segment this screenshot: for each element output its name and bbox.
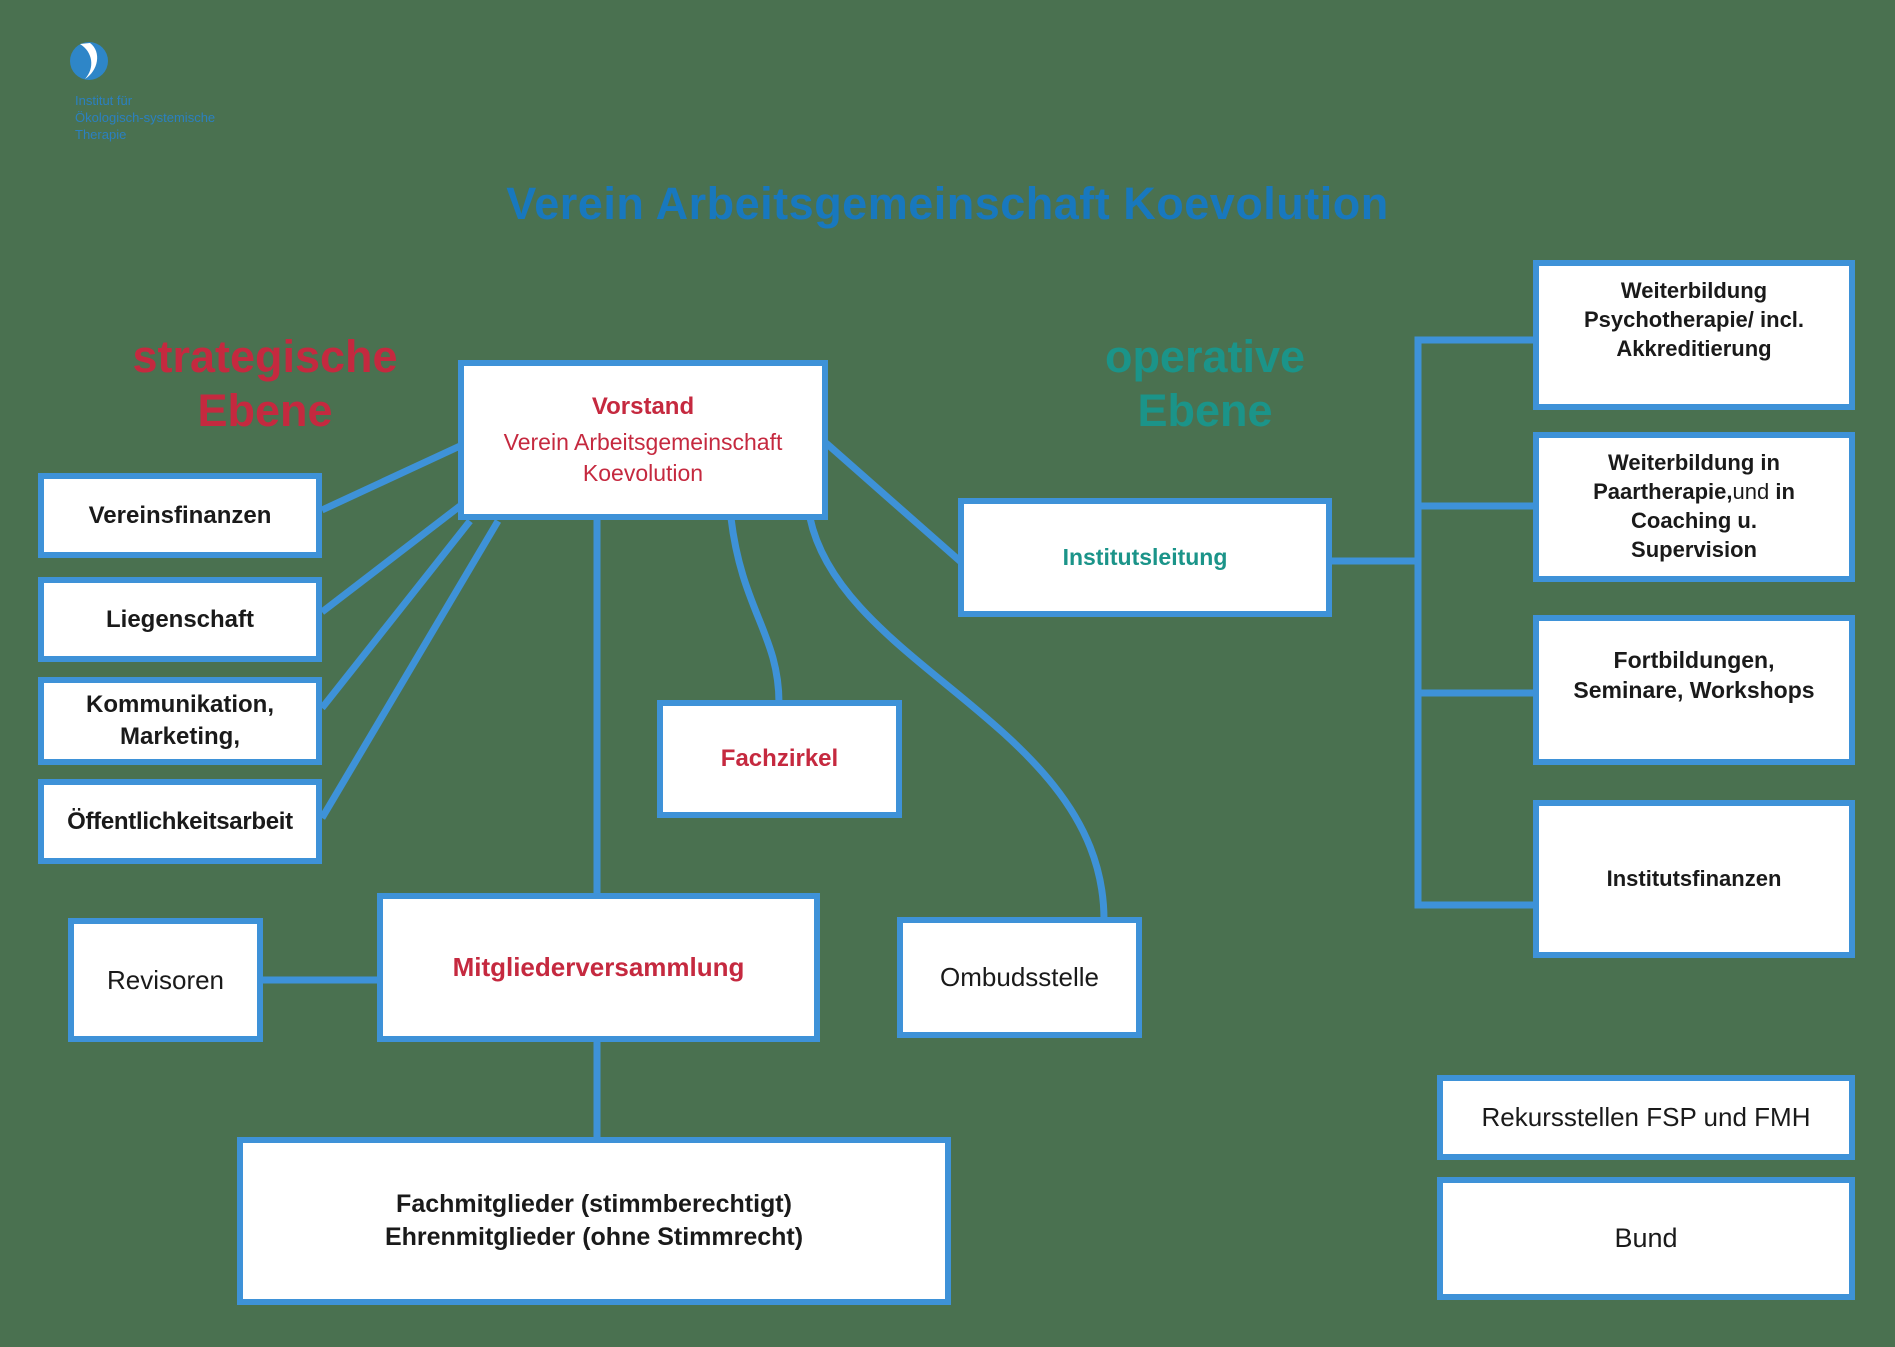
vorstand-subtitle-line1: Verein Arbeitsgemeinschaft (503, 428, 783, 455)
box-weiterbildung-psychotherapie (1533, 260, 1855, 410)
box-kommunikation-marketing (38, 677, 322, 765)
weiterbildung-paartherapie-line3: Coaching u. (1631, 508, 1757, 534)
mitgliederversammlung-label: Mitgliederversammlung (452, 952, 745, 983)
institutsleitung-label: Institutsleitung (1062, 544, 1228, 571)
weiterbildung-paartherapie-line2-bold-b: in (1769, 479, 1795, 505)
weiterbildung-paartherapie-line1: Weiterbildung in (1608, 450, 1780, 475)
section-label-operative-ebene (1025, 330, 1385, 438)
logo-text-line3: Therapie (75, 127, 127, 142)
box-ombudsstelle (897, 917, 1142, 1038)
box-institutsfinanzen (1533, 800, 1855, 958)
vorstand-subtitle-line2: Koevolution (582, 459, 704, 486)
box-vereinsfinanzen (38, 473, 322, 558)
box-weiterbildung-paartherapie (1533, 432, 1855, 582)
liegenschaft-label: Liegenschaft (105, 605, 255, 633)
box-mitgliederversammlung (377, 893, 820, 1042)
weiterbildung-psychotherapie-line1: Weiterbildung (1620, 278, 1768, 303)
connector-trunk-bracket (1418, 340, 1536, 905)
fortbildungen-line1: Fortbildungen, (1613, 647, 1775, 673)
logo-text-line2: Ökologisch-systemische (75, 110, 216, 125)
weiterbildung-psychotherapie-line3: Akkreditierung (1616, 336, 1772, 362)
operative-line2: Ebene (1137, 385, 1273, 436)
connector-kommunikation-vorstand (322, 521, 470, 708)
fachzirkel-label: Fachzirkel (720, 745, 839, 773)
weiterbildung-paartherapie-line2-bold-a: Paartherapie, (1593, 479, 1733, 505)
bund-label: Bund (1614, 1222, 1678, 1253)
box-institutsleitung (958, 498, 1332, 617)
ombudsstelle-label: Ombudsstelle (940, 962, 1099, 993)
page-title: Verein Arbeitsgemeinschaft Koevolution (506, 178, 1389, 229)
connector-vereinsfinanzen-vorstand (322, 446, 460, 510)
logo-text-line1: Institut für (75, 93, 133, 108)
institute-logo-icon (66, 38, 112, 84)
kommunikation-line1: Kommunikation, (85, 691, 274, 719)
section-label-strategische-ebene (85, 330, 445, 438)
box-bund (1437, 1177, 1855, 1300)
box-fachzirkel (657, 700, 902, 818)
institutsfinanzen-label: Institutsfinanzen (1606, 866, 1782, 892)
kommunikation-line2: Marketing, (119, 723, 241, 750)
box-revisoren (68, 918, 263, 1042)
weiterbildung-psychotherapie-line2: Psychotherapie/ incl. (1583, 307, 1805, 333)
weiterbildung-paartherapie-line2 (1593, 477, 1795, 506)
weiterbildung-paartherapie-line2-regular: und (1732, 479, 1770, 505)
box-fachmitglieder (237, 1137, 951, 1305)
box-oeffentlichkeitsarbeit (38, 779, 322, 864)
operative-line1: operative (1104, 331, 1306, 382)
strategische-line1: strategische (132, 331, 398, 382)
box-rekursstellen (1437, 1075, 1855, 1160)
revisoren-label: Revisoren (106, 964, 225, 995)
fortbildungen-line2: Seminare, Workshops (1573, 677, 1815, 704)
weiterbildung-paartherapie-line4: Supervision (1631, 537, 1757, 563)
oeffentlichkeitsarbeit-label: Öffentlichkeitsarbeit (67, 807, 293, 835)
box-vorstand (458, 360, 828, 520)
fachmitglieder-line1: Fachmitglieder (stimmberechtigt) (396, 1190, 792, 1218)
connector-vorstand-fachzirkel (731, 518, 779, 703)
connector-vorstand-institutsleitung (826, 443, 961, 562)
vereinsfinanzen-label: Vereinsfinanzen (88, 501, 272, 529)
rekursstellen-label: Rekursstellen FSP und FMH (1481, 1102, 1811, 1133)
institute-logo-text (75, 92, 215, 143)
strategische-line2: Ebene (197, 385, 333, 436)
fachmitglieder-line2: Ehrenmitglieder (ohne Stimmrecht) (384, 1223, 804, 1251)
box-fortbildungen (1533, 615, 1855, 765)
vorstand-title: Vorstand (591, 393, 695, 421)
box-liegenschaft (38, 577, 322, 662)
